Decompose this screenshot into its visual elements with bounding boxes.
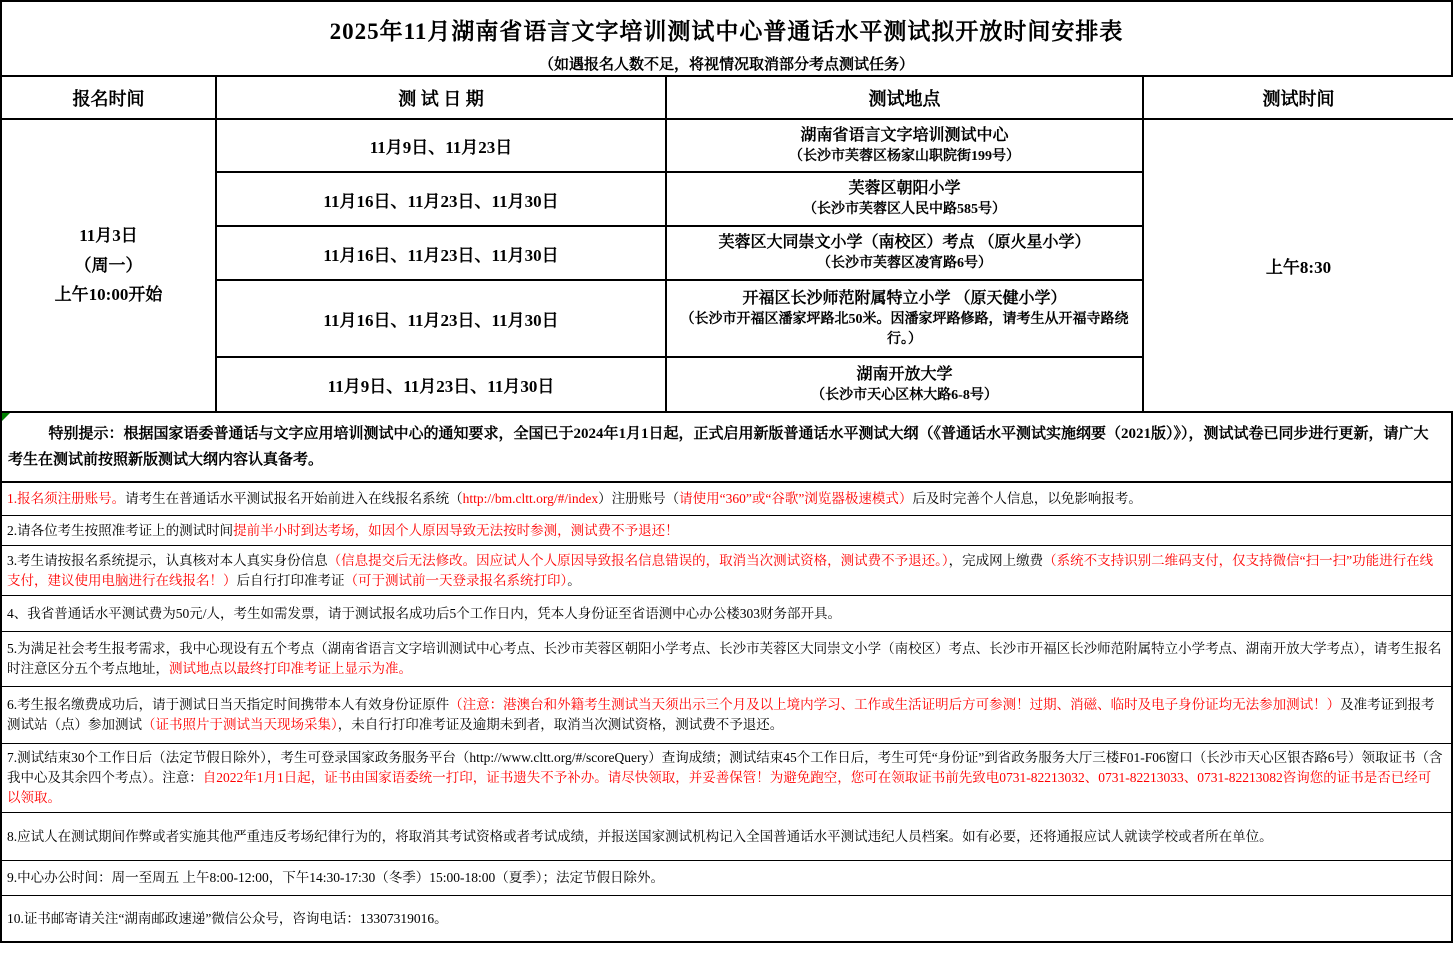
note-segment: ）注册账号（ bbox=[598, 491, 680, 506]
venue-address: （长沙市开福区潘家坪路北50米。因潘家坪路修路，请考生从开福寺路绕行。） bbox=[680, 312, 1129, 347]
note-item bbox=[2, 860, 1451, 895]
table-header-row bbox=[1, 76, 1453, 119]
note-item bbox=[2, 631, 1451, 686]
test-time-cell: 上午8:30 bbox=[1143, 119, 1453, 412]
note-segment: 请考生在普通话水平测试报名开始前进入在线报名系统（ bbox=[125, 491, 463, 506]
test-dates-cell: 11月16日、11月23日、11月30日 bbox=[216, 172, 666, 226]
note-segment: 3.考生请按报名系统提示，认真核对本人真实身份信息 bbox=[7, 552, 328, 568]
note-segment: 4、我省普通话水平测试费为50元/人，考生如需发票，请于测试报名成功后5个工作日内，凭本人身份证至省语测中心办公楼303财务部开具。 bbox=[7, 605, 841, 621]
notes-list bbox=[0, 483, 1453, 943]
note-text bbox=[7, 551, 1443, 591]
note-text bbox=[7, 868, 1443, 888]
note-segment: 5.为满足社会考生报考需求，我中心现设有五个考点（湖南省语言文字培训测试中心考点、长沙市芙蓉区朝阳小学考点、长沙市芙蓉区大同崇文小学（南校区）考点、长沙市开福区长沙师范附属特立小学考点、湖南开放大学考点），请考生报名时注意区分五个考点地址， bbox=[7, 641, 1442, 676]
note-text bbox=[7, 604, 1443, 624]
note-segment: 7.测试结束30个工作日后（法定节假日除外），考生可登录国家政务服务平台（http://www.cltt.org/#/scoreQuery）查询成绩；测试结束45个工作日后，考生可凭“身份证”到省政务服务大厅三楼F01-F06窗口（长沙市天心区银杏路6号）领取证书（含我中心及其余四个考点）。注意： bbox=[7, 750, 1443, 785]
special-notice bbox=[0, 413, 1453, 483]
note-segment: 2.请各位考生按照准考证上的测试时间 bbox=[7, 522, 234, 538]
venue-name: 开福区长沙师范附属特立小学 （原天健小学） bbox=[742, 289, 1067, 307]
schedule-table-body bbox=[1, 119, 1453, 412]
title-block bbox=[0, 0, 1453, 75]
note-segment: 8.应试人在测试期间作弊或者实施其他严重违反考场纪律行为的，将取消其考试资格或者考试成绩，并报送国家测试机构记入全国普通话水平测试违纪人员档案。如有必要，还将通报应试人就读学校或者所在单位。 bbox=[7, 828, 1273, 844]
venue-name: 芙蓉区大同崇文小学（南校区）考点 （原火星小学） bbox=[718, 234, 1091, 251]
venue-name: 湖南省语言文字培训测试中心 bbox=[800, 126, 1009, 144]
test-dates-cell: 11月9日、11月23日、11月30日 bbox=[216, 357, 666, 412]
test-dates-cell: 11月9日、11月23日 bbox=[216, 119, 666, 172]
page-title: 2025年11月湖南省语言文字培训测试中心普通话水平测试拟开放时间安排表 bbox=[329, 19, 1124, 44]
note-segment: 提前半小时到达考场，如因个人原因导致无法按时参测，测试费不予退还！ bbox=[233, 522, 679, 538]
note-item bbox=[2, 595, 1451, 631]
test-venue-cell bbox=[666, 280, 1143, 357]
header-test-time: 测试时间 bbox=[1143, 76, 1453, 119]
note-segment: （证书照片于测试当天现场采集） bbox=[142, 717, 338, 732]
note-segment: 。 bbox=[567, 572, 581, 588]
venue-address: （长沙市芙蓉区凌宵路6号） bbox=[817, 256, 992, 272]
page-subtitle: （如遇报名人数不足，将视情况取消部分考点测试任务） bbox=[538, 57, 914, 73]
signup-time-cell bbox=[1, 119, 216, 412]
note-segment: （信息提交后无法修改。因应试人个人原因导致报名信息错误的，取消当次测试资格，测试费不予退还。） bbox=[327, 552, 949, 568]
test-venue-cell bbox=[666, 172, 1143, 226]
signup-date: 11月3日 bbox=[79, 225, 138, 245]
note-text bbox=[7, 827, 1443, 847]
note-segment: 请使用“360”或“谷歌”浏览器极速模式） bbox=[679, 491, 913, 506]
note-text bbox=[7, 489, 1443, 509]
note-segment: ，未自行打印准考证及逾期未到者，取消当次测试资格，测试费不予退还。 bbox=[337, 717, 784, 732]
note-segment: 自2022年1月1日起，证书由国家语委统一打印，证书遗失不予补办。请尽快领取，并妥善保管！为避免跑空，您可在领取证书前先致电0731-82213032、0731-82213033、0731-82213082咨询您的证书是否已经可以领取。 bbox=[7, 770, 1432, 805]
note-segment: http://bm.cltt.org/#/index bbox=[462, 491, 599, 506]
note-item bbox=[2, 545, 1451, 595]
venue-address: （长沙市芙蓉区杨家山职院街199号） bbox=[789, 148, 1020, 164]
note-segment: （可于测试前一天登录报名系统打印） bbox=[344, 572, 568, 588]
header-test-date: 测 试 日 期 bbox=[216, 76, 666, 119]
test-venue-cell bbox=[666, 226, 1143, 280]
venue-address: （长沙市天心区林大路6-8号） bbox=[811, 387, 998, 403]
note-item bbox=[2, 483, 1451, 515]
note-text bbox=[7, 748, 1443, 808]
note-segment: ，完成网上缴费 bbox=[948, 552, 1044, 568]
note-segment: 1.报名须注册账号。 bbox=[7, 491, 126, 506]
note-segment: 10.证书邮寄请关注“湖南邮政速递”微信公众号，咨询电话：13307319016。 bbox=[7, 910, 448, 926]
green-corner-marker-icon bbox=[2, 413, 10, 421]
venue-name: 芙蓉区朝阳小学 bbox=[848, 180, 961, 197]
note-segment: 测试地点以最终打印准考证上显示为准。 bbox=[169, 661, 412, 676]
header-test-location: 测试地点 bbox=[666, 76, 1143, 119]
note-segment: 6.考生报名缴费成功后，请于测试日当天指定时间携带本人有效身份证原件 bbox=[7, 697, 450, 712]
note-item bbox=[2, 515, 1451, 545]
note-text bbox=[7, 521, 1443, 541]
note-text bbox=[7, 639, 1443, 679]
test-venue-cell bbox=[666, 119, 1143, 172]
schedule-table bbox=[0, 75, 1453, 413]
note-item bbox=[2, 812, 1451, 860]
venue-address: （长沙市芙蓉区人民中路585号） bbox=[803, 202, 1006, 218]
note-segment: 后及时完善个人信息，以免影响报考。 bbox=[912, 491, 1142, 506]
table-row bbox=[1, 119, 1453, 172]
note-item bbox=[2, 686, 1451, 743]
venue-name: 湖南开放大学 bbox=[856, 365, 953, 383]
note-item bbox=[2, 895, 1451, 941]
note-text bbox=[7, 695, 1443, 735]
test-venue-cell bbox=[666, 357, 1143, 412]
note-segment: （系统不支持识别二维码支付，仅支持微信“扫一扫”功能进行在线支付，建议使用电脑进行在线报名！） bbox=[7, 552, 1434, 588]
header-signup-time: 报名时间 bbox=[1, 76, 216, 119]
note-segment: 及准考证到报考测试站（点）参加测试 bbox=[7, 697, 1435, 732]
signup-start-time: 上午10:00开始 bbox=[54, 285, 163, 305]
test-dates-cell: 11月16日、11月23日、11月30日 bbox=[216, 280, 666, 357]
note-text bbox=[7, 909, 1443, 929]
note-segment: 后自行打印准考证 bbox=[236, 572, 345, 588]
special-notice-text: 特别提示：根据国家语委普通话与文字应用培训测试中心的通知要求，全国已于2024年1月1日起，正式启用新版普通话水平测试大纲（《普通话水平测试实施纲要（2021版）》），测试试卷已同步进行更新，请广大考生在测试前按照新版测试大纲内容认真备考。 bbox=[8, 426, 1429, 468]
note-item bbox=[2, 743, 1451, 812]
note-segment: （注意：港澳台和外籍考生测试当天须出示三个月及以上境内学习、工作或生活证明后方可参测！过期、消磁、临时及电子身份证均无法参加测试！） bbox=[449, 697, 1341, 712]
signup-weekday: （周一） bbox=[74, 255, 143, 275]
test-dates-cell: 11月16日、11月23日、11月30日 bbox=[216, 226, 666, 280]
note-segment: 9.中心办公时间：周一至周五 上午8:00-12:00，下午14:30-17:30（冬季）15:00-18:00（夏季）；法定节假日除外。 bbox=[7, 870, 664, 885]
